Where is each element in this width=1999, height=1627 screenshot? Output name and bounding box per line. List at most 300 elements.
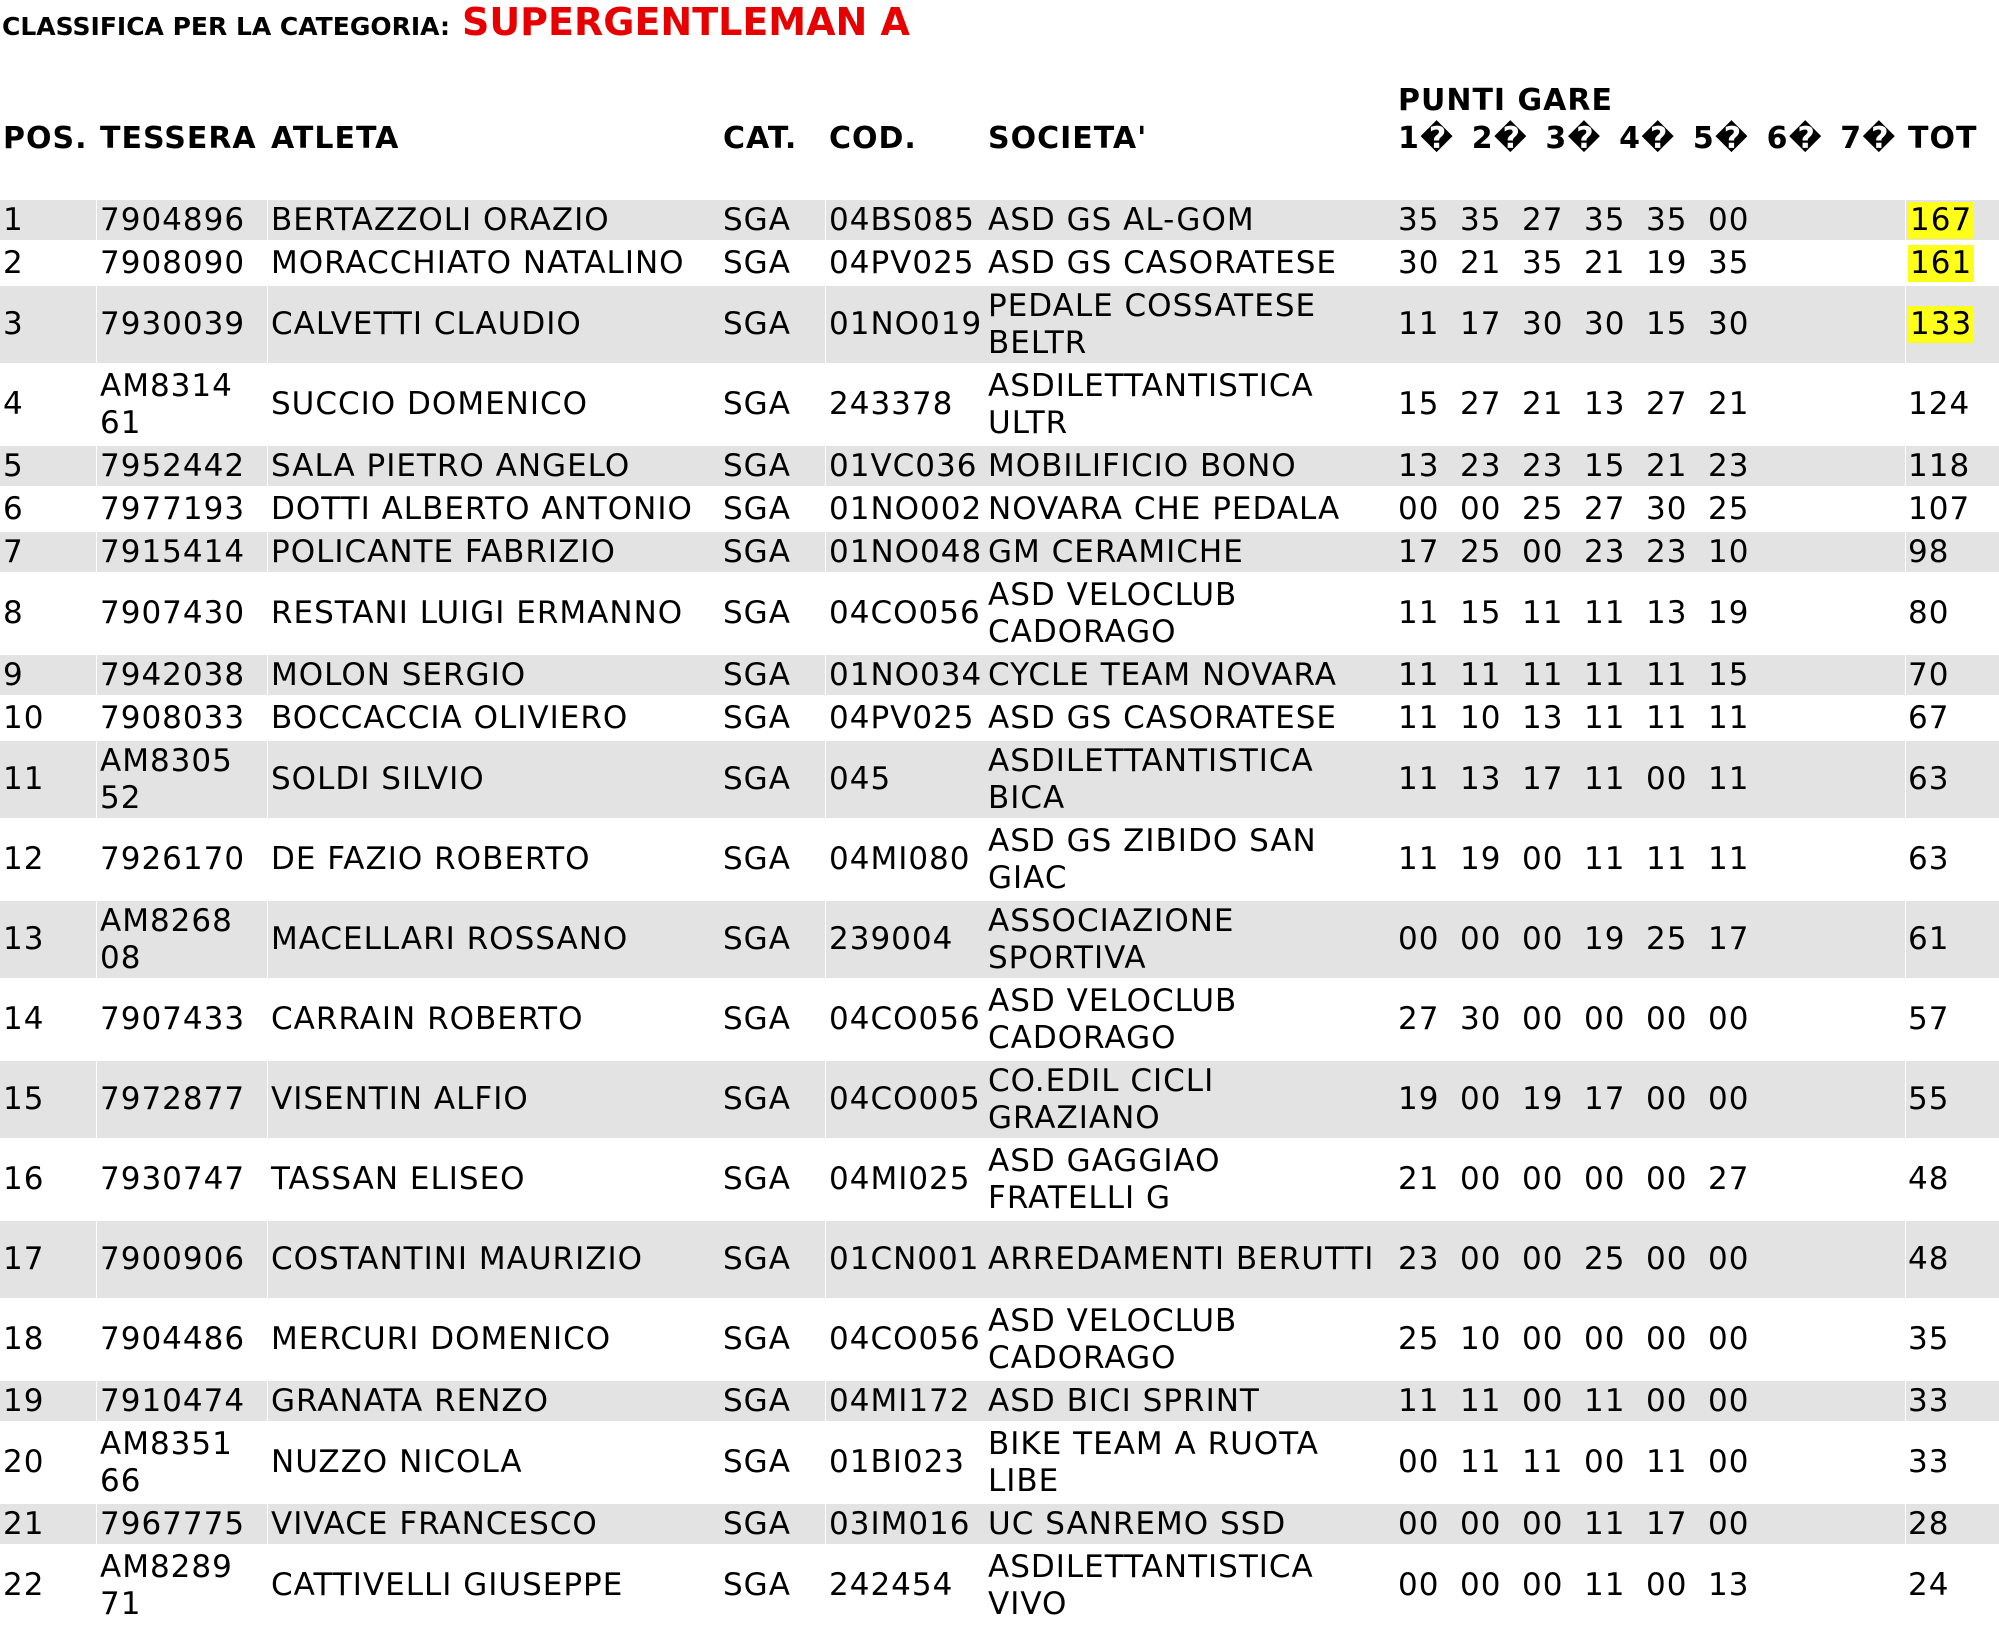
cell-points <box>1396 575 1905 652</box>
race-points-5: 11 <box>1646 699 1688 736</box>
pos-value: 8 <box>3 595 24 631</box>
cell-points <box>1396 286 1905 363</box>
table-row <box>0 1221 1999 1298</box>
table-row <box>0 1061 1999 1138</box>
cell-societa <box>985 200 1396 240</box>
cell-atleta <box>268 901 721 978</box>
race-points-2: 00 <box>1460 1081 1502 1117</box>
cell-atleta <box>268 981 721 1058</box>
cell-cat <box>720 1061 825 1138</box>
cell-tot <box>1906 532 1999 572</box>
race-points-1: 11 <box>1398 1382 1440 1419</box>
cell-cod <box>826 1141 987 1218</box>
atleta-value: BERTAZZOLI ORAZIO <box>271 201 610 238</box>
pos-value: 5 <box>3 447 24 484</box>
societa-value: ASD GAGGIAO FRATELLI G <box>988 1142 1221 1216</box>
race-points-1: 11 <box>1398 656 1440 693</box>
race-points-5: 19 <box>1646 244 1688 281</box>
cell-atleta <box>268 489 721 529</box>
race-points-6: 11 <box>1708 841 1750 877</box>
race-points-1: 11 <box>1398 841 1440 877</box>
cell-cat <box>720 1141 825 1218</box>
cell-cat <box>720 200 825 240</box>
cell-cat <box>720 655 825 695</box>
cell-tot <box>1906 200 1999 240</box>
cod-value: 03IM016 <box>829 1505 971 1542</box>
cod-value: 242454 <box>829 1567 954 1603</box>
cell-cod <box>826 243 987 283</box>
cell-cod <box>826 575 987 652</box>
race-points-6: 11 <box>1708 761 1750 797</box>
race-points-5: 00 <box>1646 1241 1688 1277</box>
cell-tot <box>1906 1504 1999 1544</box>
cell-atleta <box>268 655 721 695</box>
table-row <box>0 981 1999 1058</box>
race-points-4: 00 <box>1584 1161 1626 1197</box>
cell-tessera <box>97 243 267 283</box>
race-points-1: 13 <box>1398 447 1440 484</box>
cell-cod <box>826 1424 987 1501</box>
table-row <box>0 1547 1999 1624</box>
total-points: 28 <box>1908 1505 1950 1542</box>
race-points-5: 11 <box>1646 656 1688 693</box>
cod-value: 04MI080 <box>829 841 971 877</box>
race-points-1: 35 <box>1398 201 1440 238</box>
race-points-1: 11 <box>1398 699 1440 736</box>
table-row <box>0 1424 1999 1501</box>
cell-atleta <box>268 1221 721 1298</box>
cell-points <box>1396 532 1905 572</box>
cell-tot <box>1906 1424 1999 1501</box>
atleta-value: CALVETTI CLAUDIO <box>271 306 582 342</box>
race-points-6: 11 <box>1708 699 1750 736</box>
cell-tessera <box>97 655 267 695</box>
cell-points <box>1396 366 1905 443</box>
table-row <box>0 821 1999 898</box>
cell-tessera <box>97 286 267 363</box>
race-points-5: 00 <box>1646 1567 1688 1603</box>
pos-value: 19 <box>3 1382 45 1419</box>
race-points-2: 27 <box>1460 386 1502 422</box>
cell-tessera <box>97 1424 267 1501</box>
table-row <box>0 489 1999 529</box>
table-row <box>0 1381 1999 1421</box>
cell-pos <box>0 532 96 572</box>
pos-value: 17 <box>3 1241 45 1277</box>
race-points-6: 27 <box>1708 1161 1750 1197</box>
cell-societa <box>985 243 1396 283</box>
race-points-1: 11 <box>1398 306 1440 342</box>
cod-value: 01VC036 <box>829 447 978 484</box>
race-points-3: 30 <box>1522 306 1564 342</box>
cell-societa <box>985 1424 1396 1501</box>
total-points: 48 <box>1908 1161 1950 1197</box>
total-points: 63 <box>1908 841 1950 877</box>
cat-value: SGA <box>723 1567 791 1603</box>
cell-cod <box>826 1061 987 1138</box>
race-points-2: 23 <box>1460 447 1502 484</box>
race-points-2: 11 <box>1460 1444 1502 1480</box>
total-points: 107 <box>1908 490 1971 527</box>
cell-tot <box>1906 575 1999 652</box>
race-points-3: 00 <box>1522 1001 1564 1037</box>
race-points-1: 15 <box>1398 386 1440 422</box>
race-points-3: 00 <box>1522 841 1564 877</box>
cell-tessera <box>97 1141 267 1218</box>
race-points-3: 13 <box>1522 699 1564 736</box>
atleta-value: DE FAZIO ROBERTO <box>271 841 591 877</box>
cell-points <box>1396 1141 1905 1218</box>
total-points: 161 <box>1910 244 1973 281</box>
cell-pos <box>0 200 96 240</box>
cell-cat <box>720 286 825 363</box>
societa-value: UC SANREMO SSD <box>988 1505 1287 1542</box>
cell-cat <box>720 1301 825 1378</box>
cell-tessera <box>97 821 267 898</box>
cell-cod <box>826 901 987 978</box>
race-points-5: 35 <box>1646 201 1688 238</box>
race-points-1: 00 <box>1398 1444 1440 1480</box>
table-row <box>0 1504 1999 1544</box>
societa-value: CO.EDIL CICLI GRAZIANO <box>988 1062 1215 1136</box>
cell-atleta <box>268 1504 721 1544</box>
cod-value: 01NO019 <box>829 306 983 342</box>
cell-points <box>1396 741 1905 818</box>
table-row <box>0 698 1999 738</box>
tessera-value: 7907433 <box>100 1001 246 1037</box>
race-points-1: 23 <box>1398 1241 1440 1277</box>
cell-points <box>1396 1504 1905 1544</box>
tessera-value: AM830552 <box>100 742 233 816</box>
race-points-3: 00 <box>1522 533 1564 570</box>
header-cat: CAT. <box>723 121 798 156</box>
cell-cod <box>826 286 987 363</box>
cat-value: SGA <box>723 447 791 484</box>
race-points-1: 21 <box>1398 1161 1440 1197</box>
table-row <box>0 532 1999 572</box>
cell-societa <box>985 532 1396 572</box>
atleta-value: MORACCHIATO NATALINO <box>271 244 685 281</box>
cell-tessera <box>97 446 267 486</box>
race-points-6: 23 <box>1708 447 1750 484</box>
total-points: 33 <box>1908 1444 1950 1480</box>
race-points-3: 00 <box>1522 921 1564 957</box>
cell-atleta <box>268 1424 721 1501</box>
race-points-3: 00 <box>1522 1505 1564 1542</box>
cell-atleta <box>268 1141 721 1218</box>
atleta-value: COSTANTINI MAURIZIO <box>271 1241 644 1277</box>
atleta-value: DOTTI ALBERTO ANTONIO <box>271 490 693 527</box>
societa-value: ASDILETTANTISTICA ULTR <box>988 367 1314 441</box>
cell-cod <box>826 1221 987 1298</box>
race-points-6: 00 <box>1708 1081 1750 1117</box>
societa-value: ASD GS AL-GOM <box>988 201 1255 238</box>
cell-pos <box>0 286 96 363</box>
cell-pos <box>0 1424 96 1501</box>
race-points-2: 11 <box>1460 1382 1502 1419</box>
race-points-5: 00 <box>1646 1161 1688 1197</box>
cell-tessera <box>97 901 267 978</box>
race-points-5: 15 <box>1646 306 1688 342</box>
cell-atleta <box>268 1547 721 1624</box>
cell-societa <box>985 1301 1396 1378</box>
cell-societa <box>985 366 1396 443</box>
race-points-4: 27 <box>1584 490 1626 527</box>
cell-tot <box>1906 1381 1999 1421</box>
race-points-5: 00 <box>1646 761 1688 797</box>
race-points-5: 00 <box>1646 1382 1688 1419</box>
race-points-1: 00 <box>1398 921 1440 957</box>
cell-cat <box>720 821 825 898</box>
cell-points <box>1396 655 1905 695</box>
total-points: 118 <box>1908 447 1971 484</box>
cell-tessera <box>97 575 267 652</box>
atleta-value: TASSAN ELISEO <box>271 1161 526 1197</box>
cell-tessera <box>97 1381 267 1421</box>
cell-pos <box>0 575 96 652</box>
cat-value: SGA <box>723 1382 791 1419</box>
cell-tessera <box>97 489 267 529</box>
cell-cod <box>826 821 987 898</box>
race-points-1: 11 <box>1398 595 1440 631</box>
race-points-6: 35 <box>1708 244 1750 281</box>
societa-value: PEDALE COSSATESE BELTR <box>988 287 1317 361</box>
cell-tessera <box>97 1061 267 1138</box>
race-points-6: 15 <box>1708 656 1750 693</box>
cell-points <box>1396 981 1905 1058</box>
total-points: 63 <box>1908 761 1950 797</box>
cell-pos <box>0 1141 96 1218</box>
cell-atleta <box>268 532 721 572</box>
cell-societa <box>985 1547 1396 1624</box>
tessera-value: 7908033 <box>100 699 246 736</box>
race-points-3: 23 <box>1522 447 1564 484</box>
cell-atleta <box>268 1301 721 1378</box>
cell-tessera <box>97 1504 267 1544</box>
cell-pos <box>0 741 96 818</box>
race-points-4: 13 <box>1584 386 1626 422</box>
total-points: 124 <box>1908 386 1971 422</box>
race-points-4: 17 <box>1584 1081 1626 1117</box>
cell-atleta <box>268 366 721 443</box>
race-points-2: 00 <box>1460 1161 1502 1197</box>
cell-societa <box>985 1221 1396 1298</box>
cell-tot <box>1906 655 1999 695</box>
cell-cod <box>826 489 987 529</box>
cell-cod <box>826 1381 987 1421</box>
cat-value: SGA <box>723 1081 791 1117</box>
race-points-4: 00 <box>1584 1321 1626 1357</box>
atleta-value: GRANATA RENZO <box>271 1382 550 1419</box>
race-points-1: 00 <box>1398 490 1440 527</box>
societa-value: NOVARA CHE PEDALA <box>988 490 1341 527</box>
cell-tot <box>1906 366 1999 443</box>
cod-value: 04MI025 <box>829 1161 971 1197</box>
atleta-value: VISENTIN ALFIO <box>271 1081 529 1117</box>
cell-societa <box>985 446 1396 486</box>
race-points-2: 10 <box>1460 1321 1502 1357</box>
race-points-4: 15 <box>1584 447 1626 484</box>
race-points-4: 11 <box>1584 1567 1626 1603</box>
total-points: 61 <box>1908 921 1950 957</box>
table-row <box>0 741 1999 818</box>
societa-value: MOBILIFICIO BONO <box>988 447 1297 484</box>
table-row <box>0 200 1999 240</box>
cat-value: SGA <box>723 921 791 957</box>
cell-pos <box>0 1301 96 1378</box>
race-points-6: 00 <box>1708 1241 1750 1277</box>
cat-value: SGA <box>723 490 791 527</box>
cell-societa <box>985 1504 1396 1544</box>
cell-atleta <box>268 446 721 486</box>
race-points-4: 11 <box>1584 656 1626 693</box>
cell-cat <box>720 741 825 818</box>
cat-value: SGA <box>723 1321 791 1357</box>
race-points-4: 11 <box>1584 841 1626 877</box>
cell-cod <box>826 698 987 738</box>
cell-societa <box>985 981 1396 1058</box>
cell-societa <box>985 286 1396 363</box>
cod-value: 01NO034 <box>829 656 983 693</box>
cell-pos <box>0 1061 96 1138</box>
cell-tessera <box>97 741 267 818</box>
race-points-4: 11 <box>1584 595 1626 631</box>
race-points-5: 23 <box>1646 533 1688 570</box>
cod-value: 01NO002 <box>829 490 983 527</box>
cell-points <box>1396 243 1905 283</box>
table-row <box>0 286 1999 363</box>
table-row <box>0 243 1999 283</box>
societa-value: ASD BICI SPRINT <box>988 1382 1260 1419</box>
cell-tot <box>1906 981 1999 1058</box>
atleta-value: CATTIVELLI GIUSEPPE <box>271 1567 624 1603</box>
total-points: 55 <box>1908 1081 1950 1117</box>
cell-tot <box>1906 821 1999 898</box>
cell-societa <box>985 1381 1396 1421</box>
tessera-value: 7967775 <box>100 1505 246 1542</box>
cell-societa <box>985 901 1396 978</box>
race-points-1: 27 <box>1398 1001 1440 1037</box>
cat-value: SGA <box>723 841 791 877</box>
cell-cod <box>826 366 987 443</box>
race-points-3: 00 <box>1522 1241 1564 1277</box>
total-points: 167 <box>1910 201 1973 238</box>
race-points-4: 00 <box>1584 1444 1626 1480</box>
race-points-4: 30 <box>1584 306 1626 342</box>
race-points-6: 00 <box>1708 1505 1750 1542</box>
race-points-5: 11 <box>1646 841 1688 877</box>
race-points-3: 00 <box>1522 1161 1564 1197</box>
cell-cod <box>826 655 987 695</box>
cell-societa <box>985 741 1396 818</box>
pos-value: 22 <box>3 1567 45 1603</box>
race-points-3: 27 <box>1522 201 1564 238</box>
race-points-6: 10 <box>1708 533 1750 570</box>
cell-atleta <box>268 575 721 652</box>
category-name: SUPERGENTLEMAN A <box>461 0 910 44</box>
race-points-6: 21 <box>1708 386 1750 422</box>
pos-value: 16 <box>3 1161 45 1197</box>
cod-value: 01NO048 <box>829 533 983 570</box>
race-points-1: 11 <box>1398 761 1440 797</box>
cell-cod <box>826 741 987 818</box>
cell-pos <box>0 655 96 695</box>
cell-societa <box>985 489 1396 529</box>
race-points-6: 00 <box>1708 201 1750 238</box>
race-points-5: 17 <box>1646 1505 1688 1542</box>
race-points-2: 17 <box>1460 306 1502 342</box>
race-points-6: 13 <box>1708 1567 1750 1603</box>
race-points-6: 00 <box>1708 1444 1750 1480</box>
cell-cat <box>720 1221 825 1298</box>
race-points-1: 25 <box>1398 1321 1440 1357</box>
atleta-value: MOLON SERGIO <box>271 656 527 693</box>
cell-tessera <box>97 200 267 240</box>
total-points: 80 <box>1908 595 1950 631</box>
race-points-6: 00 <box>1708 1321 1750 1357</box>
societa-value: ASD VELOCLUB CADORAGO <box>988 982 1238 1056</box>
cell-atleta <box>268 243 721 283</box>
race-points-5: 00 <box>1646 1001 1688 1037</box>
cell-points <box>1396 1381 1905 1421</box>
tessera-value: 7972877 <box>100 1081 246 1117</box>
societa-value: ASDILETTANTISTICA BICA <box>988 742 1314 816</box>
tessera-value: 7926170 <box>100 841 246 877</box>
total-points: 48 <box>1908 1241 1950 1277</box>
race-points-5: 27 <box>1646 386 1688 422</box>
race-points-6: 30 <box>1708 306 1750 342</box>
standings-table <box>0 200 1999 1627</box>
cell-tot <box>1906 901 1999 978</box>
race-points-5: 30 <box>1646 490 1688 527</box>
race-points-2: 00 <box>1460 490 1502 527</box>
cell-cod <box>826 446 987 486</box>
race-points-2: 25 <box>1460 533 1502 570</box>
tessera-value: 7942038 <box>100 656 246 693</box>
race-points-6: 17 <box>1708 921 1750 957</box>
pos-value: 2 <box>3 244 24 281</box>
cod-value: 04PV025 <box>829 244 975 281</box>
cell-societa <box>985 821 1396 898</box>
atleta-value: CARRAIN ROBERTO <box>271 1001 584 1037</box>
cell-tot <box>1906 243 1999 283</box>
pos-value: 15 <box>3 1081 45 1117</box>
cell-cat <box>720 1547 825 1624</box>
cell-points <box>1396 489 1905 529</box>
race-points-2: 15 <box>1460 595 1502 631</box>
cell-atleta <box>268 741 721 818</box>
race-points-2: 00 <box>1460 1505 1502 1542</box>
cell-pos <box>0 489 96 529</box>
race-points-3: 00 <box>1522 1382 1564 1419</box>
cod-value: 243378 <box>829 386 954 422</box>
societa-value: GM CERAMICHE <box>988 533 1244 570</box>
cell-cat <box>720 981 825 1058</box>
cell-cat <box>720 532 825 572</box>
cell-pos <box>0 1504 96 1544</box>
cell-pos <box>0 821 96 898</box>
societa-value: ASDILETTANTISTICA VIVO <box>988 1548 1314 1622</box>
tessera-value: 7915414 <box>100 533 246 570</box>
race-points-5: 00 <box>1646 1321 1688 1357</box>
cell-tot <box>1906 489 1999 529</box>
cell-cat <box>720 698 825 738</box>
cat-value: SGA <box>723 699 791 736</box>
race-points-3: 11 <box>1522 656 1564 693</box>
cell-atleta <box>268 286 721 363</box>
cell-cat <box>720 575 825 652</box>
atleta-value: NUZZO NICOLA <box>271 1444 523 1480</box>
